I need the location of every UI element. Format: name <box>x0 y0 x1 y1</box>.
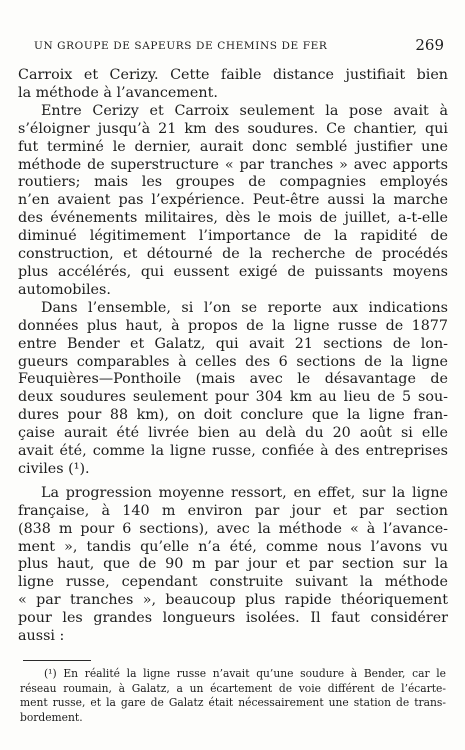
footnote-line: ment russe, et la gare de Galatz était nécessairement une station de trans- <box>20 696 446 709</box>
text-line: pour les grandes longueurs isolées. Il faut considérer <box>18 610 448 627</box>
text-line: entre Bender et Galatz, qui avait 21 sections de lon- <box>18 335 448 352</box>
text-line: la méthode à l’avancement. <box>18 84 218 101</box>
text-line: « par tranches », beaucoup plus rapide théoriquement <box>18 592 448 609</box>
text-line: ligne russe, cependant construite suivant la méthode <box>18 574 448 591</box>
text-line: fut terminé le dernier, aurait donc semblé justifier une <box>18 138 448 155</box>
text-line: méthode de superstructure « par tranches » avec apports <box>18 156 448 173</box>
text-line: plus accélérés, qui eussent exigé de puissants moyens <box>18 263 448 280</box>
footnote-line: bordement. <box>20 710 83 724</box>
footnote <box>20 667 446 725</box>
text-line: Dans l’ensemble, si l’on se reporte aux indications <box>41 299 448 316</box>
text-line: gueurs comparables à celles des 6 sections de la ligne <box>18 353 448 370</box>
footnote-line: réseau roumain, à Galatz, a un écartement de voie différent de l’écarte- <box>20 681 446 695</box>
text-line: plus haut, que de 90 m par jour et par section sur la <box>18 556 448 573</box>
text-line: n’en avaient pas l’expérience. Peut-être aussi la marche <box>18 192 448 209</box>
body-text <box>18 67 448 646</box>
text-line: aussi : <box>18 628 65 645</box>
text-line: Carroix et Cerizy. Cette faible distance justifiait bien <box>18 67 448 83</box>
text-line: construction, et détourné de la recherche de procédés <box>18 246 448 263</box>
page-number: 269 <box>415 36 444 54</box>
text-line: La progression moyenne ressort, en effet, sur la ligne <box>41 484 448 501</box>
text-line: civiles (¹). <box>18 460 90 477</box>
text-line: données plus haut, à propos de la ligne russe de 1877 <box>18 317 448 334</box>
text-line: deux soudures seulement pour 304 km au lieu de 5 sou- <box>18 389 448 406</box>
running-title: UN GROUPE DE SAPEURS DE CHEMINS DE FER <box>34 40 328 52</box>
text-line: Entre Cerizy et Carroix seulement la pose avait à <box>41 102 448 119</box>
text-line: routiers; mais les groupes de compagnies employés <box>18 174 448 191</box>
text-line: diminué légitimement l’importance de la rapidité de <box>18 228 448 245</box>
running-head <box>34 38 444 56</box>
text-line: çaise aurait été livrée bien au delà du 20 août si elle <box>18 425 448 442</box>
text-line: française, à 140 m environ par jour et par section <box>18 502 448 519</box>
text-line: ment », tandis qu’elle n’a été, comme nous l’avons vu <box>18 538 448 555</box>
footnote-line: (¹) En réalité la ligne russe n’avait qu’une soudure à Bender, car le <box>44 667 446 680</box>
text-line: des événements militaires, dès le mois de juillet, a-t-elle <box>18 210 448 227</box>
text-line: s’éloigner jusqu’à 21 km des soudures. Ce chantier, qui <box>18 120 448 137</box>
text-line: avait été, comme la ligne russe, confiée à des entreprises <box>18 443 448 460</box>
text-line: (838 m pour 6 sections), avec la méthode « à l’avance- <box>18 520 448 537</box>
text-line: Feuquières—Ponthoile (mais avec le désavantage de <box>18 371 448 388</box>
text-line: automobiles. <box>18 281 111 298</box>
text-line: dures pour 88 km), on doit conclure que la ligne fran- <box>18 407 448 424</box>
footnote-rule <box>23 660 91 661</box>
